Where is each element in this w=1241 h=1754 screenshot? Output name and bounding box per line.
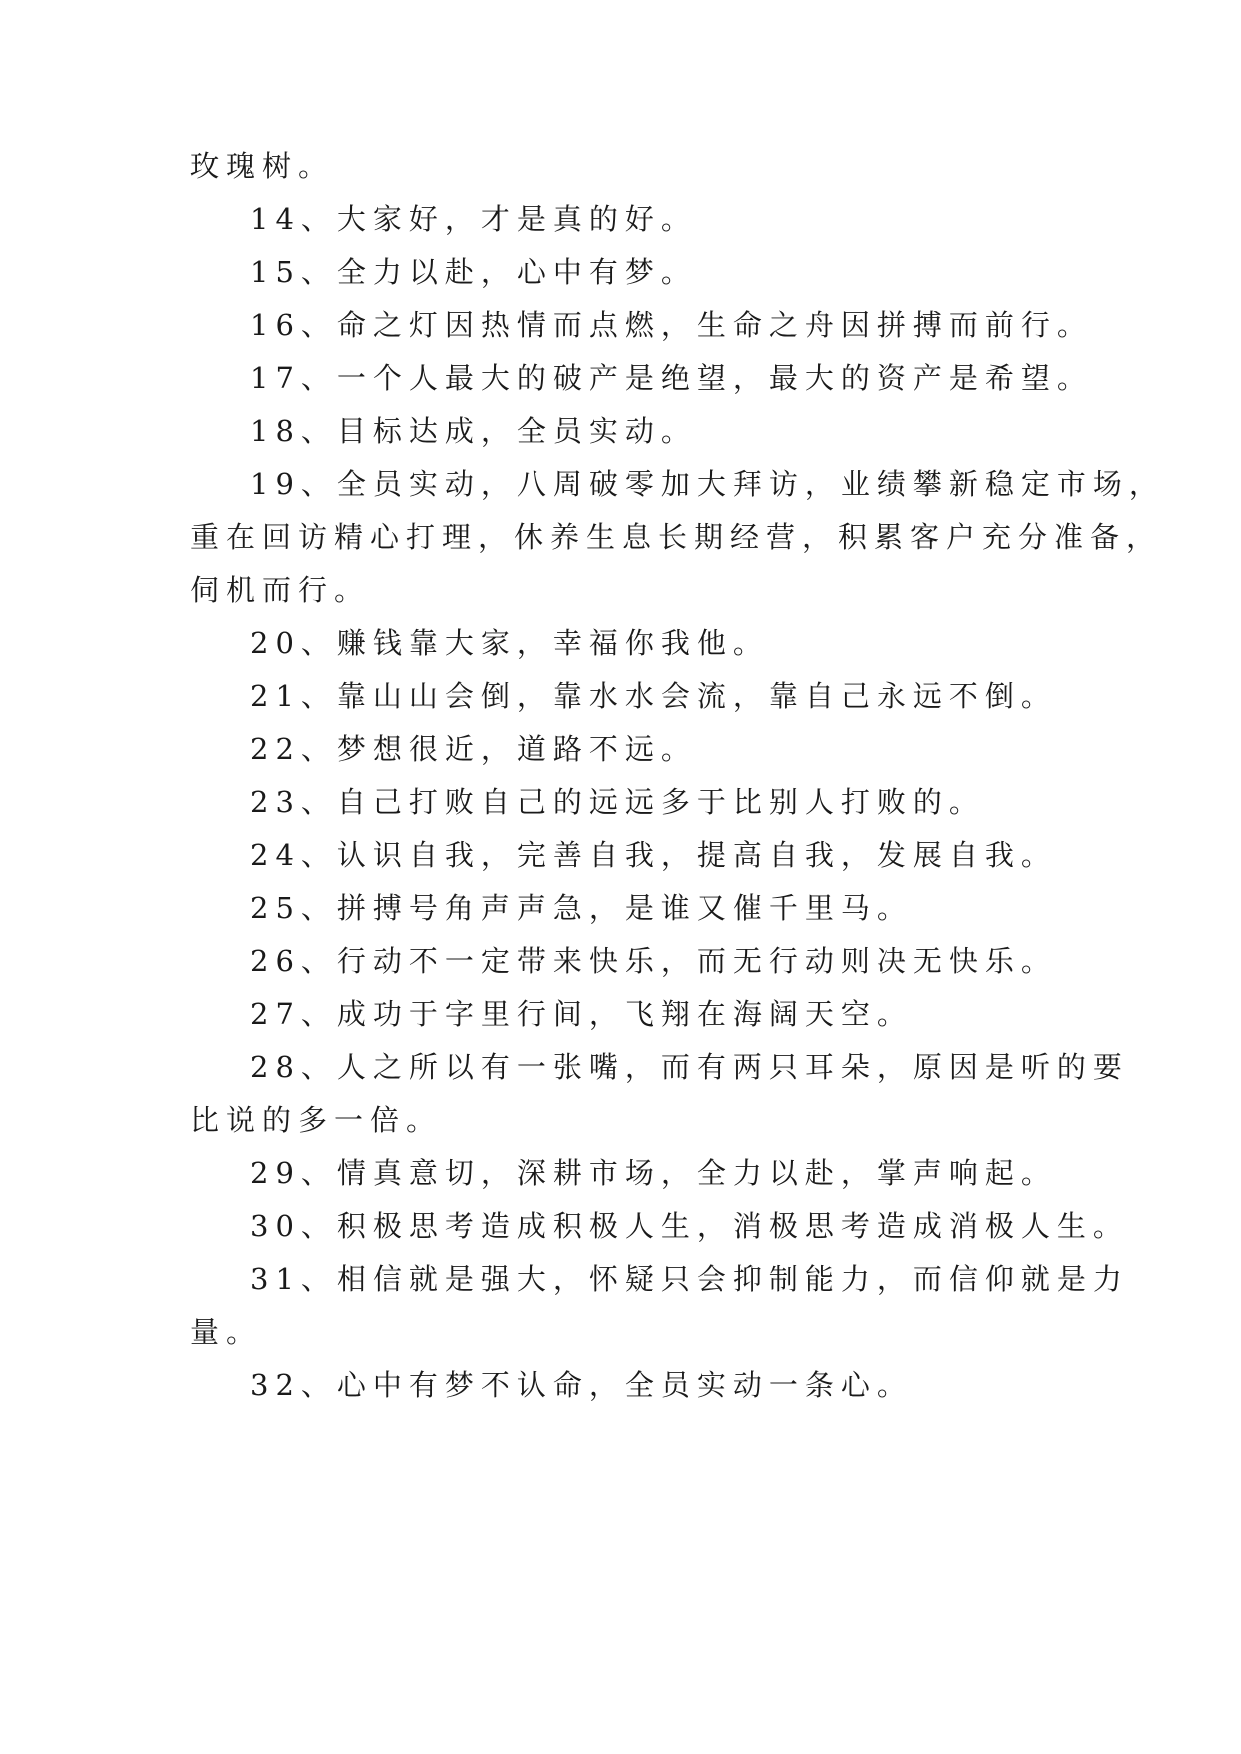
text-line: 32、心中有梦不认命，全员实动一条心。 xyxy=(250,1368,913,1402)
text-line: 重在回访精心打理，休养生息长期经营，积累客户充分准备， xyxy=(190,520,1163,554)
text-line: 15、全力以赴，心中有梦。 xyxy=(250,255,697,289)
text-line: 19、全员实动，八周破零加大拜访，业绩攀新稳定市场， xyxy=(250,467,1165,501)
text-line: 20、赚钱靠大家，幸福你我他。 xyxy=(250,626,769,660)
text-line: 23、自己打败自己的远远多于比别人打败的。 xyxy=(250,785,985,819)
text-line: 量。 xyxy=(190,1315,263,1349)
text-line: 14、大家好，才是真的好。 xyxy=(250,202,697,236)
text-line: 21、靠山山会倒，靠水水会流，靠自己永远不倒。 xyxy=(250,679,1057,713)
text-line: 比说的多一倍。 xyxy=(190,1103,443,1137)
text-line: 27、成功于字里行间，飞翔在海阔天空。 xyxy=(250,997,913,1031)
text-line: 22、梦想很近，道路不远。 xyxy=(250,732,697,766)
text-line: 28、人之所以有一张嘴，而有两只耳朵，原因是听的要 xyxy=(250,1050,1129,1084)
text-line: 18、目标达成，全员实动。 xyxy=(250,414,697,448)
text-line: 玫瑰树。 xyxy=(190,149,335,183)
text-line: 24、认识自我，完善自我，提高自我，发展自我。 xyxy=(250,838,1057,872)
text-line: 17、一个人最大的破产是绝望，最大的资产是希望。 xyxy=(250,361,1093,395)
text-line: 31、相信就是强大，怀疑只会抑制能力，而信仰就是力 xyxy=(250,1262,1129,1296)
text-line: 16、命之灯因热情而点燃，生命之舟因拼搏而前行。 xyxy=(250,308,1093,342)
text-line: 伺机而行。 xyxy=(190,573,371,607)
text-line: 30、积极思考造成积极人生，消极思考造成消极人生。 xyxy=(250,1209,1129,1243)
text-line: 26、行动不一定带来快乐，而无行动则决无快乐。 xyxy=(250,944,1057,978)
text-line: 29、情真意切，深耕市场，全力以赴，掌声响起。 xyxy=(250,1156,1057,1190)
text-line: 25、拼搏号角声声急，是谁又催千里马。 xyxy=(250,891,913,925)
